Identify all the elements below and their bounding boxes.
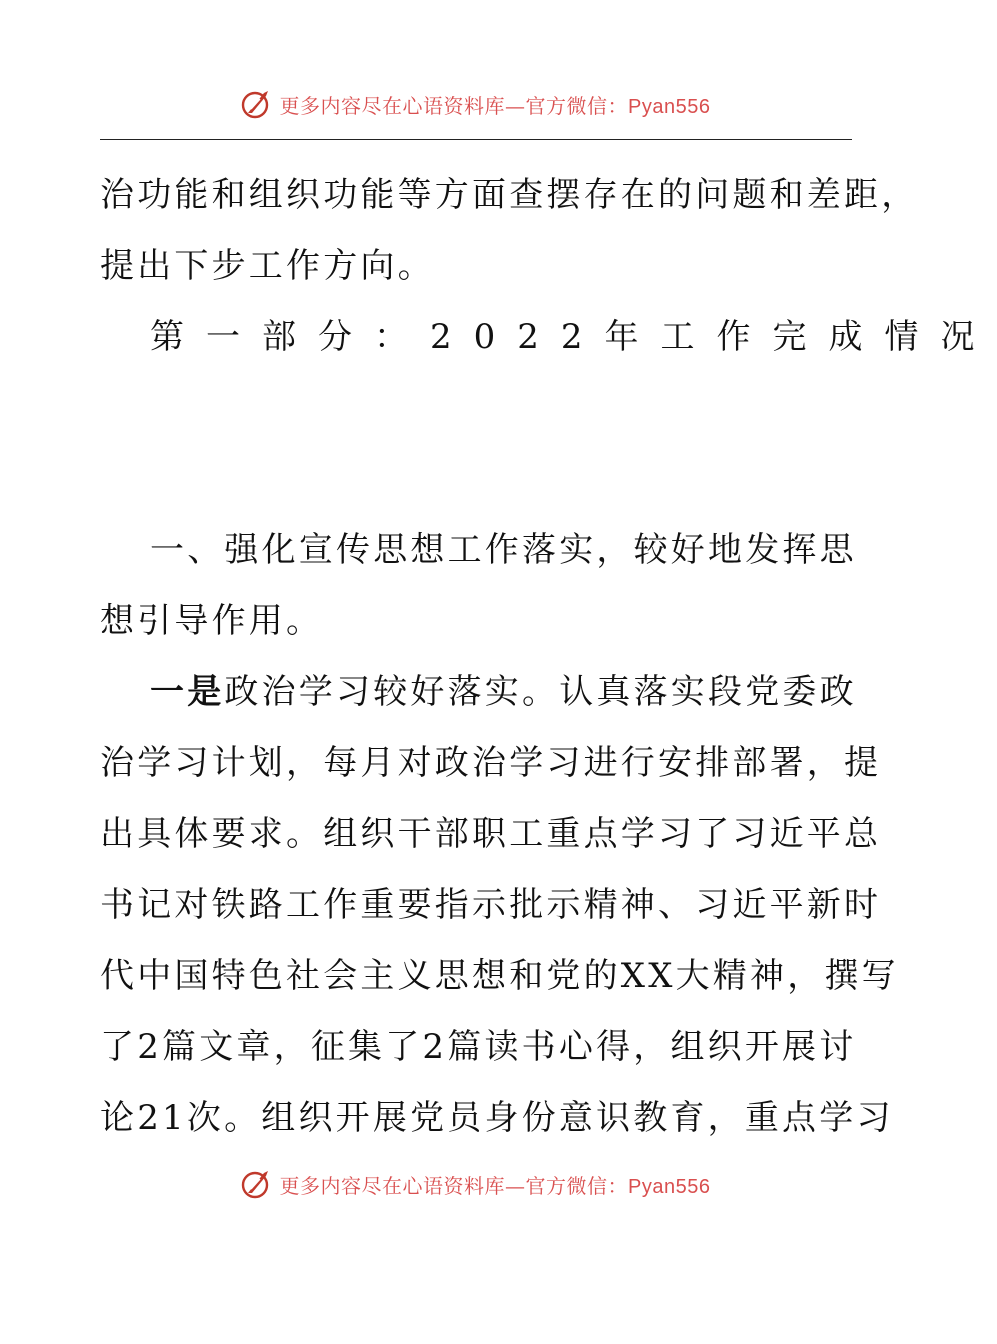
header-banner-label: 更多内容尽在心语资料库—官方微信： bbox=[279, 93, 629, 118]
page-footer bbox=[0, 1164, 950, 1204]
header-divider bbox=[100, 139, 852, 140]
blank-space bbox=[100, 373, 852, 515]
item-lead: 一是 bbox=[150, 672, 225, 712]
item-first-line bbox=[100, 657, 857, 728]
section-heading-cont: 想引导作用。 bbox=[100, 601, 324, 641]
text-line: 了2篇文章，征集了2篇读书心得，组织开展讨 bbox=[100, 1027, 857, 1067]
part-heading: 第一部分：2022年工作完成情况 bbox=[150, 317, 997, 357]
header-banner-text bbox=[280, 90, 711, 119]
quill-logo-icon bbox=[240, 87, 274, 121]
item-first-line-text: 政治学习较好落实。认真落实段党委政 bbox=[224, 672, 857, 712]
section-heading: 一、强化宣传思想工作落实，较好地发挥思 bbox=[150, 530, 857, 570]
text-line: 治学习计划，每月对政治学习进行安排部署，提 bbox=[100, 743, 882, 783]
page-header bbox=[0, 84, 950, 124]
header-wechat-id: Pyan556 bbox=[628, 95, 711, 118]
quill-logo-icon bbox=[240, 1167, 274, 1201]
text-line: 治功能和组织功能等方面查摆存在的问题和差距， bbox=[100, 175, 919, 215]
footer-banner-label: 更多内容尽在心语资料库—官方微信： bbox=[279, 1173, 629, 1198]
document-body bbox=[100, 160, 997, 1154]
text-line: 书记对铁路工作重要指示批示精神、习近平新时 bbox=[100, 885, 882, 925]
text-line: 代中国特色社会主义思想和党的XX大精神，撰写 bbox=[100, 956, 899, 996]
text-line: 提出下步工作方向。 bbox=[100, 246, 435, 286]
footer-banner-text bbox=[280, 1170, 711, 1199]
text-line: 论21次。组织开展党员身份意识教育，重点学习 bbox=[100, 1098, 894, 1138]
footer-wechat-id: Pyan556 bbox=[628, 1175, 711, 1198]
text-line: 出具体要求。组织干部职工重点学习了习近平总 bbox=[100, 814, 882, 854]
